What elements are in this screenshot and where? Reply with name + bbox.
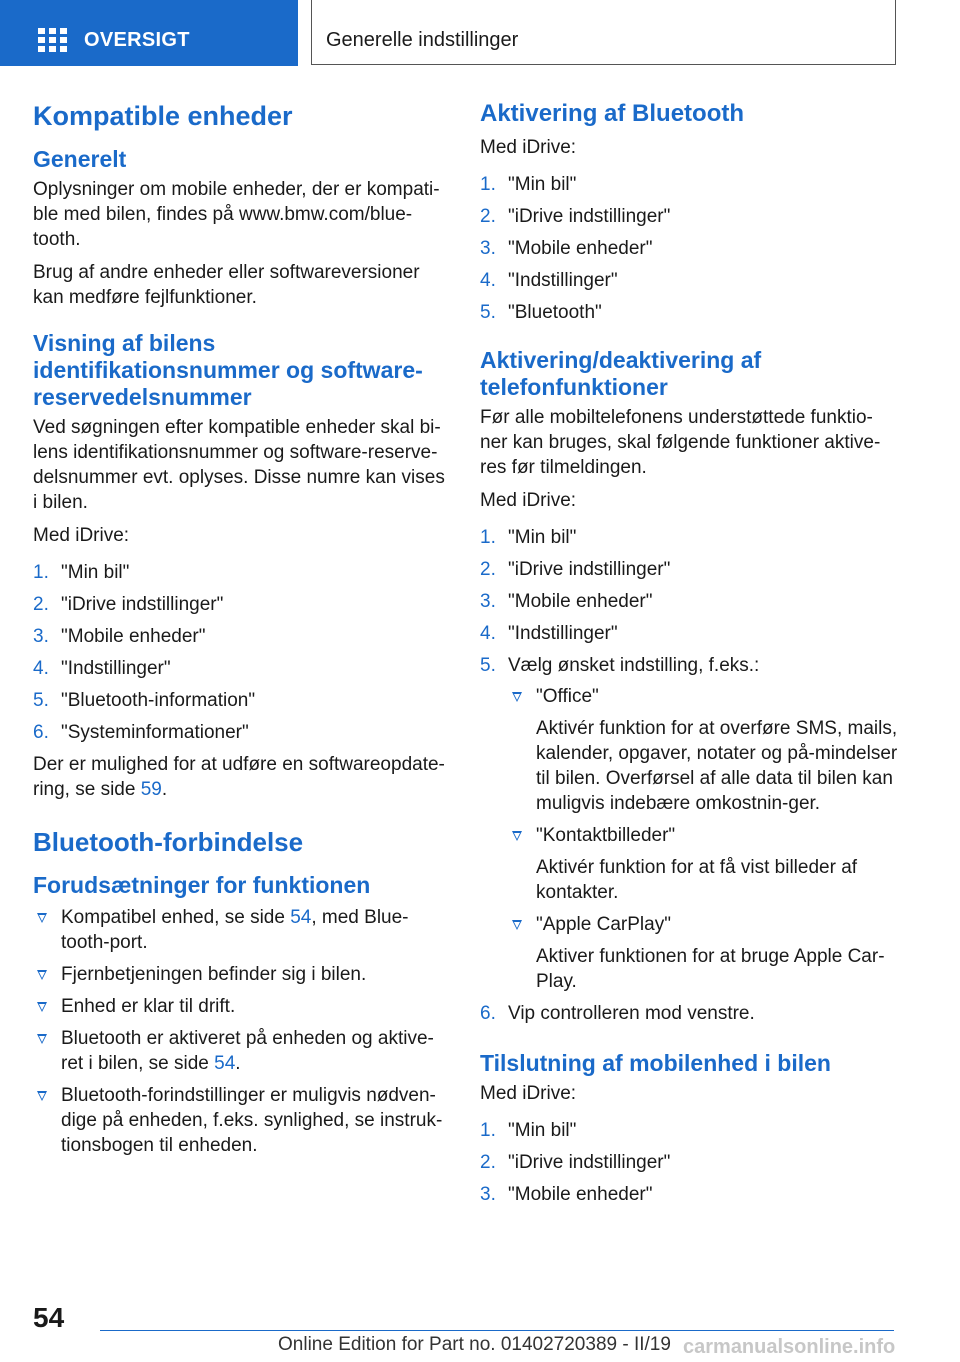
paragraph-software-update: [33, 752, 451, 802]
paragraph-with-idrive: Med iDrive:: [480, 490, 577, 511]
paragraph-vehicle-id: Ved søgningen efter kompatible enheder skal bi-lens identifikationsnummer og software-reserve-delsnummer evt. oplyses. Disse numre kan vises i bilen.: [33, 417, 445, 513]
list-item: [33, 720, 451, 745]
step-text: "iDrive indstillinger": [508, 1152, 671, 1173]
list-item: [480, 172, 898, 197]
heading-connect-device: Tilslutning af mobilenhed i bilen: [480, 1050, 831, 1076]
step-text: "Min bil": [61, 562, 130, 583]
text: , med Blue-tooth-port.: [61, 907, 409, 953]
step-number: 1.: [480, 174, 496, 195]
step-text: "Mobile enheder": [508, 238, 653, 259]
steps-list-phone-functions: [480, 525, 898, 1026]
list-item: [33, 962, 451, 987]
chapter-title[interactable]: Generelle indstillinger: [326, 29, 519, 51]
options-list: [508, 684, 898, 994]
step-text: "Bluetooth": [508, 302, 602, 323]
list-item: [480, 300, 898, 325]
list-item: [508, 912, 898, 994]
list-item: [508, 823, 898, 905]
list-item: [480, 653, 898, 994]
list-item: [33, 624, 451, 649]
prerequisites-list: [33, 905, 451, 1158]
list-item: [480, 1182, 898, 1207]
option-title: "Office": [536, 686, 599, 707]
step-number: 1.: [480, 1120, 496, 1141]
step-number: 4.: [480, 623, 496, 644]
option-description: Aktiver funktionen for at bruge Apple Car-Play.: [536, 946, 885, 992]
triangle-bullet-icon: [37, 1034, 47, 1044]
step-text: Vælg ønsket indstilling, f.eks.:: [508, 655, 760, 676]
text: Enhed er klar til drift.: [61, 996, 236, 1017]
step-number: 3.: [33, 626, 49, 647]
triangle-bullet-icon: [37, 1002, 47, 1012]
triangle-bullet-icon: [512, 692, 522, 702]
step-text: "Indstillinger": [508, 270, 618, 291]
overview-label: OVERSIGT: [84, 29, 190, 51]
text: Bluetooth-forindstillinger er muligvis nødven-dige på enheden, f.eks. synlighed, se instruk-tionsbogen til enheden.: [61, 1085, 443, 1156]
triangle-bullet-icon: [37, 1091, 47, 1101]
step-text: "iDrive indstillinger": [61, 594, 224, 615]
step-number: 4.: [480, 270, 496, 291]
list-item: [33, 560, 451, 585]
step-text: "Mobile enheder": [508, 591, 653, 612]
list-item: [480, 621, 898, 646]
grid-icon: [38, 28, 68, 52]
triangle-bullet-icon: [512, 920, 522, 930]
list-item: [480, 204, 898, 229]
heading-general: Generelt: [33, 146, 127, 172]
step-number: 3.: [480, 591, 496, 612]
step-number: 2.: [480, 559, 496, 580]
heading-activate-bluetooth: Aktivering af Bluetooth: [480, 100, 745, 127]
edition-text: Online Edition for Part no. 01402720389 - II/19: [278, 1334, 671, 1355]
steps-list-connect: [480, 1118, 898, 1207]
triangle-bullet-icon: [37, 913, 47, 923]
list-item: [33, 994, 451, 1019]
step-number: 1.: [480, 527, 496, 548]
step-text: "iDrive indstillinger": [508, 206, 671, 227]
page-number: 54: [33, 1302, 65, 1333]
text: .: [235, 1053, 241, 1074]
list-item: [33, 1083, 451, 1158]
step-number: 2.: [480, 206, 496, 227]
step-number: 3.: [480, 238, 496, 259]
heading-bluetooth-connection: Bluetooth-forbindelse: [33, 827, 304, 857]
step-text: "iDrive indstillinger": [508, 559, 671, 580]
overview-tab[interactable]: [0, 0, 298, 66]
step-number: 3.: [480, 1184, 496, 1205]
footer-divider: [100, 1330, 894, 1331]
page-link-59[interactable]: 59: [140, 779, 162, 800]
step-text: "Mobile enheder": [508, 1184, 653, 1205]
list-item: [480, 268, 898, 293]
page-link-54[interactable]: 54: [214, 1053, 236, 1074]
option-title: "Apple CarPlay": [536, 914, 671, 935]
text: Fjernbetjeningen befinder sig i bilen.: [61, 964, 367, 985]
left-column: [33, 100, 451, 1165]
step-number: 2.: [480, 1152, 496, 1173]
step-number: 5.: [480, 655, 496, 676]
page-link-54[interactable]: 54: [290, 907, 312, 928]
list-item: [33, 592, 451, 617]
step-number: 1.: [33, 562, 49, 583]
step-text: "Bluetooth-information": [61, 690, 256, 711]
list-item: [480, 236, 898, 261]
top-bar: [0, 0, 960, 66]
paragraph-with-idrive: Med iDrive:: [480, 137, 577, 158]
step-text: "Mobile enheder": [61, 626, 206, 647]
step-text: Vip controlleren mod venstre.: [508, 1003, 755, 1024]
step-text: "Indstillinger": [508, 623, 618, 644]
text: Kompatibel enhed, se side: [61, 907, 291, 928]
heading-phone-functions: Aktivering/deaktivering af telefonfunktioner: [480, 347, 762, 400]
list-item: [508, 684, 898, 816]
list-item: [480, 1118, 898, 1143]
step-number: 5.: [33, 690, 49, 711]
paragraph-general-2: Brug af andre enheder eller softwareversioner kan medføre fejlfunktioner.: [33, 262, 420, 308]
right-column: [480, 100, 898, 1214]
text: .: [161, 779, 168, 800]
step-text: "Min bil": [508, 174, 577, 195]
step-number: 4.: [33, 658, 49, 679]
list-item: [480, 1150, 898, 1175]
list-item: [480, 589, 898, 614]
step-number: 6.: [480, 1003, 496, 1024]
heading-vehicle-id: Visning af bilens identifikationsnummer og software-reservedelsnummer: [33, 330, 423, 410]
list-item: [33, 688, 451, 713]
steps-list-vehicle-id: [33, 560, 451, 745]
paragraph-phone-functions: Før alle mobiltelefonens understøttede funktio-ner kan bruges, skal følgende funktioner aktive-res før tilmeldingen.: [480, 407, 881, 478]
heading-compatible-devices: Kompatible enheder: [33, 101, 293, 131]
heading-prerequisites: Forudsætninger for funktionen: [33, 872, 371, 898]
steps-list-activate: [480, 172, 898, 325]
chapter-header: [311, 0, 896, 65]
step-number: 2.: [33, 594, 49, 615]
step-text: "Indstillinger": [61, 658, 171, 679]
triangle-bullet-icon: [512, 831, 522, 841]
list-item: [33, 656, 451, 681]
list-item: [33, 905, 451, 955]
triangle-bullet-icon: [37, 970, 47, 980]
list-item: [480, 525, 898, 550]
text: Bluetooth er aktiveret på enheden og aktive-ret i bilen, se side: [61, 1028, 434, 1074]
step-number: 5.: [480, 302, 496, 323]
paragraph-with-idrive: Med iDrive:: [480, 1083, 577, 1104]
list-item: [480, 1001, 898, 1026]
watermark: carmanualsonline.info: [683, 1336, 896, 1358]
list-item: [33, 1026, 451, 1076]
paragraph-general-1: Oplysninger om mobile enheder, der er kompati-ble med bilen, findes på www.bmw.com/blue-tooth.: [33, 179, 440, 250]
option-description: Aktivér funktion for at få vist billeder af kontakter.: [536, 857, 858, 903]
paragraph-with-idrive: Med iDrive:: [33, 525, 130, 546]
option-title: "Kontaktbilleder": [536, 825, 676, 846]
step-text: "Min bil": [508, 527, 577, 548]
text: Der er mulighed for at udføre en softwareopdate-ring, se side: [33, 754, 445, 800]
option-description: Aktivér funktion for at overføre SMS, mails, kalender, opgaver, notater og på-mindelser til bilen. Overførsel af alle data til bilen kan muligvis indebære omkostnin-ger.: [536, 718, 898, 814]
step-number: 6.: [33, 722, 49, 743]
step-text: "Min bil": [508, 1120, 577, 1141]
list-item: [480, 557, 898, 582]
step-text: "Systeminformationer": [61, 722, 249, 743]
